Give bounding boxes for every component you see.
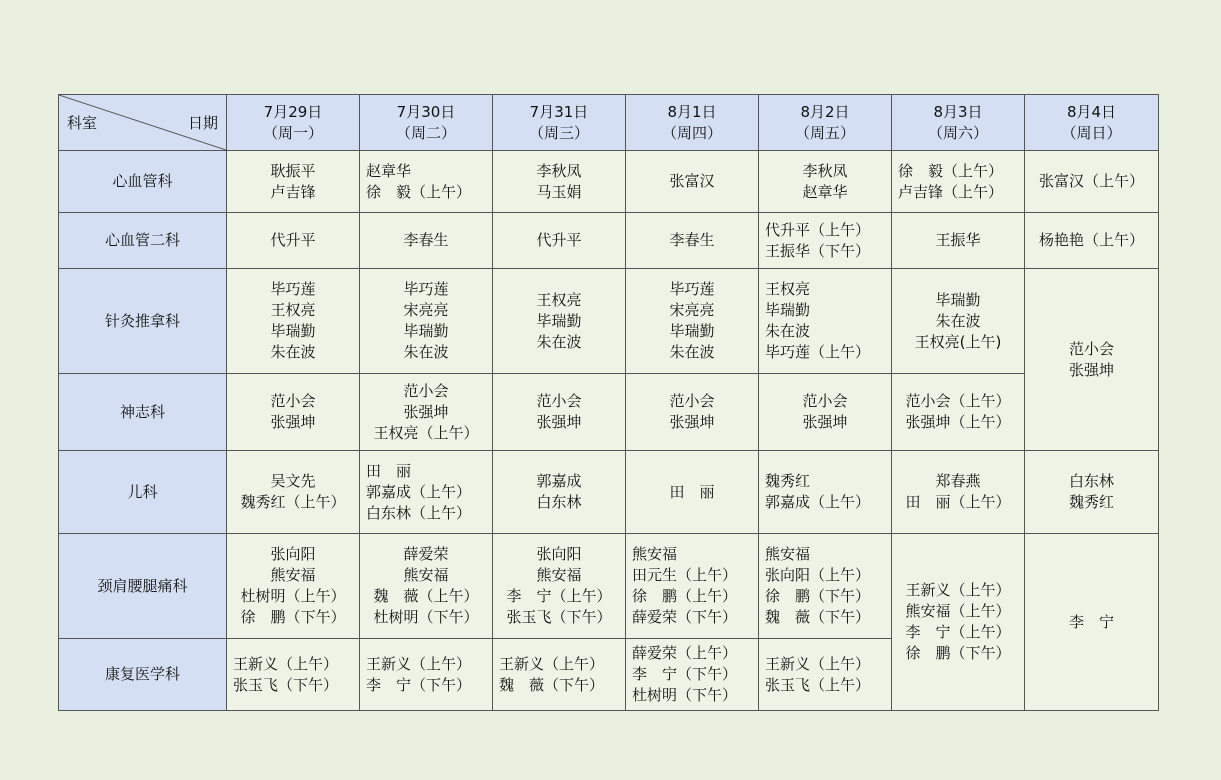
day-date: 8月3日 bbox=[933, 102, 983, 121]
doctor-name: 张强坤 bbox=[403, 402, 449, 421]
day-weekday: （周五） bbox=[794, 123, 855, 142]
doctor-name: 朱在波 bbox=[403, 343, 449, 361]
doctor-name: 代升平 bbox=[536, 231, 582, 249]
doctor-name: 朱在波 bbox=[669, 343, 715, 361]
doctor-name: 范小会 bbox=[669, 392, 715, 410]
doctor-name: 杨艳艳（上午） bbox=[1038, 231, 1144, 249]
schedule-cell bbox=[1025, 213, 1159, 269]
schedule-cell bbox=[759, 534, 892, 639]
schedule-cell bbox=[227, 534, 360, 639]
schedule-cell bbox=[360, 451, 493, 534]
doctor-name: 熊安福 bbox=[536, 566, 582, 584]
doctor-name: 张向阳 bbox=[270, 545, 316, 563]
schedule-cell bbox=[892, 374, 1025, 451]
dept-row bbox=[59, 534, 1159, 639]
doctor-name: 范小会 bbox=[536, 392, 582, 410]
corner-date-label: 日期 bbox=[187, 114, 218, 132]
doctor-name: 徐 鹏（下午） bbox=[765, 587, 871, 605]
schedule-cell bbox=[759, 269, 892, 374]
doctor-name: 宋亮亮 bbox=[403, 301, 449, 319]
doctor-name: 毕巧莲 bbox=[669, 280, 715, 298]
doctor-name: 魏 薇（上午） bbox=[373, 587, 479, 605]
doctor-name: 魏 薇（下午） bbox=[765, 608, 871, 626]
doctor-name: 李 宁（下午） bbox=[632, 665, 738, 683]
doctor-name: 朱在波 bbox=[935, 311, 981, 330]
doctor-name: 熊安福 bbox=[632, 545, 678, 563]
schedule-cell bbox=[1025, 451, 1159, 534]
doctor-name: 王新义（上午） bbox=[765, 654, 871, 673]
schedule-cell bbox=[227, 639, 360, 711]
doctor-name: 郑春燕 bbox=[935, 472, 981, 490]
dept-name: 心血管二科 bbox=[59, 213, 227, 269]
doctor-name: 王新义（上午） bbox=[499, 654, 605, 673]
schedule-cell bbox=[892, 151, 1025, 213]
schedule-cell bbox=[227, 151, 360, 213]
doctor-name: 魏秀红 bbox=[765, 472, 811, 490]
schedule-cell bbox=[360, 213, 493, 269]
doctor-name: 毕巧莲（上午） bbox=[765, 343, 871, 361]
day-header bbox=[360, 95, 493, 151]
doctor-name: 杜树明（下午） bbox=[632, 686, 738, 704]
doctor-name: 郭嘉成 bbox=[536, 472, 582, 490]
doctor-name: 郭嘉成（上午） bbox=[366, 482, 472, 501]
schedule-cell bbox=[360, 639, 493, 711]
schedule-cell bbox=[493, 269, 626, 374]
day-weekday: （周一） bbox=[262, 123, 323, 142]
doctor-name: 赵章华 bbox=[366, 161, 412, 180]
dept-row bbox=[59, 151, 1159, 213]
schedule-cell bbox=[626, 374, 759, 451]
schedule-cell bbox=[626, 151, 759, 213]
schedule-cell bbox=[493, 213, 626, 269]
dept-name: 针灸推拿科 bbox=[59, 269, 227, 374]
doctor-name: 徐 毅（上午） bbox=[898, 161, 1004, 180]
schedule-cell bbox=[626, 639, 759, 711]
doctor-name: 魏 薇（下午） bbox=[499, 675, 605, 694]
doctor-name: 毕瑞勤 bbox=[765, 301, 811, 319]
day-weekday: （周日） bbox=[1061, 123, 1122, 142]
doctor-name: 田元生（上午） bbox=[632, 566, 738, 584]
doctor-name: 杜树明（上午） bbox=[240, 587, 346, 605]
doctor-name: 李 宁（下午） bbox=[366, 675, 472, 694]
dept-name: 神志科 bbox=[59, 374, 227, 451]
doctor-name: 李秋凤 bbox=[802, 161, 848, 180]
schedule-wrapper bbox=[58, 94, 1158, 711]
schedule-cell bbox=[1025, 534, 1159, 711]
doctor-name: 范小会 bbox=[403, 381, 449, 400]
day-date: 7月29日 bbox=[263, 102, 323, 121]
doctor-name: 张向阳 bbox=[536, 545, 582, 563]
doctor-name: 薛爱荣（上午） bbox=[632, 644, 738, 662]
schedule-cell bbox=[493, 534, 626, 639]
day-date: 7月30日 bbox=[396, 102, 456, 121]
doctor-name: 田 丽 bbox=[669, 482, 715, 501]
doctor-name: 张强坤 bbox=[1068, 360, 1114, 379]
doctor-name: 魏秀红（上午） bbox=[240, 493, 346, 511]
doctor-name: 张强坤 bbox=[802, 413, 848, 431]
schedule-cell bbox=[1025, 269, 1159, 451]
doctor-name: 王新义（上午） bbox=[366, 654, 472, 673]
dept-row bbox=[59, 451, 1159, 534]
doctor-name: 卢吉锋 bbox=[270, 182, 316, 201]
doctor-name: 王权亮 bbox=[536, 290, 582, 309]
doctor-name: 张向阳（上午） bbox=[765, 566, 871, 584]
doctor-name: 朱在波 bbox=[765, 322, 811, 340]
schedule-cell bbox=[626, 213, 759, 269]
doctor-name: 毕瑞勤 bbox=[270, 322, 316, 340]
doctor-name: 薛爱荣（下午） bbox=[632, 608, 738, 626]
doctor-name: 耿振平 bbox=[270, 161, 316, 180]
doctor-name: 王权亮（上午） bbox=[373, 423, 479, 442]
doctor-name: 白东林（上午） bbox=[366, 503, 472, 522]
schedule-cell bbox=[626, 269, 759, 374]
doctor-name: 徐 鹏（下午） bbox=[905, 644, 1011, 662]
schedule-cell bbox=[759, 213, 892, 269]
schedule-cell bbox=[227, 451, 360, 534]
doctor-name: 毕瑞勤 bbox=[935, 290, 981, 309]
doctor-name: 范小会（上午） bbox=[905, 392, 1011, 410]
doctor-name: 毕瑞勤 bbox=[536, 311, 582, 330]
doctor-name: 张玉飞（上午） bbox=[765, 675, 871, 694]
doctor-name: 田 丽 bbox=[366, 461, 412, 480]
schedule-cell bbox=[360, 269, 493, 374]
day-header bbox=[493, 95, 626, 151]
doctor-name: 李春生 bbox=[403, 231, 449, 249]
schedule-cell bbox=[759, 451, 892, 534]
schedule-cell bbox=[892, 213, 1025, 269]
schedule-cell bbox=[227, 213, 360, 269]
doctor-name: 王权亮 bbox=[765, 280, 811, 298]
day-header bbox=[227, 95, 360, 151]
doctor-name: 范小会 bbox=[1068, 339, 1114, 358]
schedule-cell bbox=[227, 269, 360, 374]
schedule-cell bbox=[360, 151, 493, 213]
doctor-name: 王新义（上午） bbox=[233, 654, 339, 673]
doctor-name: 熊安福 bbox=[403, 566, 449, 584]
doctor-name: 魏秀红 bbox=[1068, 493, 1114, 511]
schedule-body bbox=[59, 95, 1159, 711]
doctor-name: 张强坤 bbox=[669, 413, 715, 431]
day-weekday: （周六） bbox=[927, 123, 988, 142]
day-weekday: （周三） bbox=[528, 123, 589, 142]
schedule-cell bbox=[626, 451, 759, 534]
doctor-name: 张强坤 bbox=[536, 413, 582, 431]
day-weekday: （周四） bbox=[661, 123, 722, 142]
doctor-name: 张富汉（上午） bbox=[1038, 172, 1144, 190]
dept-row bbox=[59, 213, 1159, 269]
schedule-cell bbox=[227, 374, 360, 451]
day-date: 8月4日 bbox=[1066, 102, 1117, 121]
doctor-name: 熊安福 bbox=[765, 545, 811, 563]
dept-name: 儿科 bbox=[59, 451, 227, 534]
day-date: 8月1日 bbox=[667, 102, 717, 121]
schedule-cell bbox=[759, 639, 892, 711]
corner-header bbox=[59, 95, 227, 151]
header-row bbox=[59, 95, 1159, 151]
schedule-cell bbox=[493, 639, 626, 711]
doctor-name: 毕瑞勤 bbox=[669, 322, 715, 340]
doctor-name: 朱在波 bbox=[270, 343, 316, 361]
doctor-name: 马玉娟 bbox=[536, 182, 582, 201]
doctor-name: 薛爱荣 bbox=[403, 545, 449, 563]
doctor-name: 王权亮 bbox=[270, 301, 316, 319]
schedule-cell bbox=[360, 534, 493, 639]
doctor-name: 张强坤 bbox=[270, 413, 316, 431]
doctor-name: 李秋凤 bbox=[536, 161, 582, 180]
dept-row bbox=[59, 269, 1159, 374]
dept-name: 康复医学科 bbox=[59, 639, 227, 711]
duty-schedule-table bbox=[58, 94, 1159, 711]
doctor-name: 张玉飞（下午） bbox=[506, 608, 612, 626]
doctor-name: 郭嘉成（上午） bbox=[765, 493, 871, 511]
doctor-name: 徐 鹏（下午） bbox=[240, 608, 346, 626]
day-header bbox=[892, 95, 1025, 151]
corner-dept-label: 科室 bbox=[67, 114, 98, 132]
doctor-name: 徐 鹏（上午） bbox=[632, 587, 738, 605]
day-weekday: （周二） bbox=[395, 123, 456, 142]
day-date: 8月2日 bbox=[800, 102, 850, 121]
schedule-cell bbox=[493, 374, 626, 451]
doctor-name: 白东林 bbox=[1068, 472, 1114, 490]
doctor-name: 李 宁 bbox=[1068, 612, 1114, 631]
schedule-cell bbox=[892, 451, 1025, 534]
schedule-cell bbox=[1025, 151, 1159, 213]
doctor-name: 赵章华 bbox=[802, 182, 848, 201]
doctor-name: 范小会 bbox=[802, 392, 848, 410]
day-date: 7月31日 bbox=[529, 102, 589, 121]
dept-name: 心血管科 bbox=[59, 151, 227, 213]
doctor-name: 熊安福（上午） bbox=[905, 602, 1011, 620]
dept-name: 颈肩腰腿痛科 bbox=[59, 534, 227, 639]
doctor-name: 李春生 bbox=[669, 231, 715, 249]
doctor-name: 王权亮(上午) bbox=[914, 332, 1002, 351]
doctor-name: 毕巧莲 bbox=[270, 280, 316, 298]
doctor-name: 李 宁（上午） bbox=[905, 623, 1011, 641]
doctor-name: 杜树明（下午） bbox=[373, 608, 479, 626]
schedule-cell bbox=[360, 374, 493, 451]
doctor-name: 王新义（上午） bbox=[905, 581, 1011, 599]
day-header bbox=[759, 95, 892, 151]
doctor-name: 代升平（上午） bbox=[765, 220, 871, 239]
dept-row bbox=[59, 374, 1159, 451]
schedule-cell bbox=[892, 534, 1025, 711]
schedule-cell bbox=[493, 151, 626, 213]
doctor-name: 宋亮亮 bbox=[669, 301, 715, 319]
schedule-cell bbox=[493, 451, 626, 534]
doctor-name: 代升平 bbox=[270, 231, 316, 249]
doctor-name: 张富汉 bbox=[669, 172, 715, 190]
doctor-name: 朱在波 bbox=[536, 332, 582, 351]
doctor-name: 范小会 bbox=[270, 392, 316, 410]
doctor-name: 张玉飞（下午） bbox=[233, 675, 339, 694]
doctor-name: 卢吉锋（上午） bbox=[898, 182, 1004, 201]
doctor-name: 王振华 bbox=[935, 231, 981, 249]
doctor-name: 徐 毅（上午） bbox=[366, 182, 472, 201]
day-header bbox=[626, 95, 759, 151]
schedule-cell bbox=[626, 534, 759, 639]
doctor-name: 吴文先 bbox=[270, 472, 316, 490]
doctor-name: 田 丽（上午） bbox=[905, 493, 1011, 511]
doctor-name: 白东林 bbox=[536, 493, 582, 511]
schedule-cell bbox=[759, 374, 892, 451]
day-header bbox=[1025, 95, 1159, 151]
schedule-cell bbox=[892, 269, 1025, 374]
doctor-name: 张强坤（上午） bbox=[905, 413, 1011, 431]
doctor-name: 毕巧莲 bbox=[403, 280, 449, 298]
doctor-name: 李 宁（上午） bbox=[506, 587, 612, 605]
schedule-cell bbox=[759, 151, 892, 213]
doctor-name: 熊安福 bbox=[270, 566, 316, 584]
doctor-name: 毕瑞勤 bbox=[403, 322, 449, 340]
doctor-name: 王振华（下午） bbox=[765, 241, 871, 260]
